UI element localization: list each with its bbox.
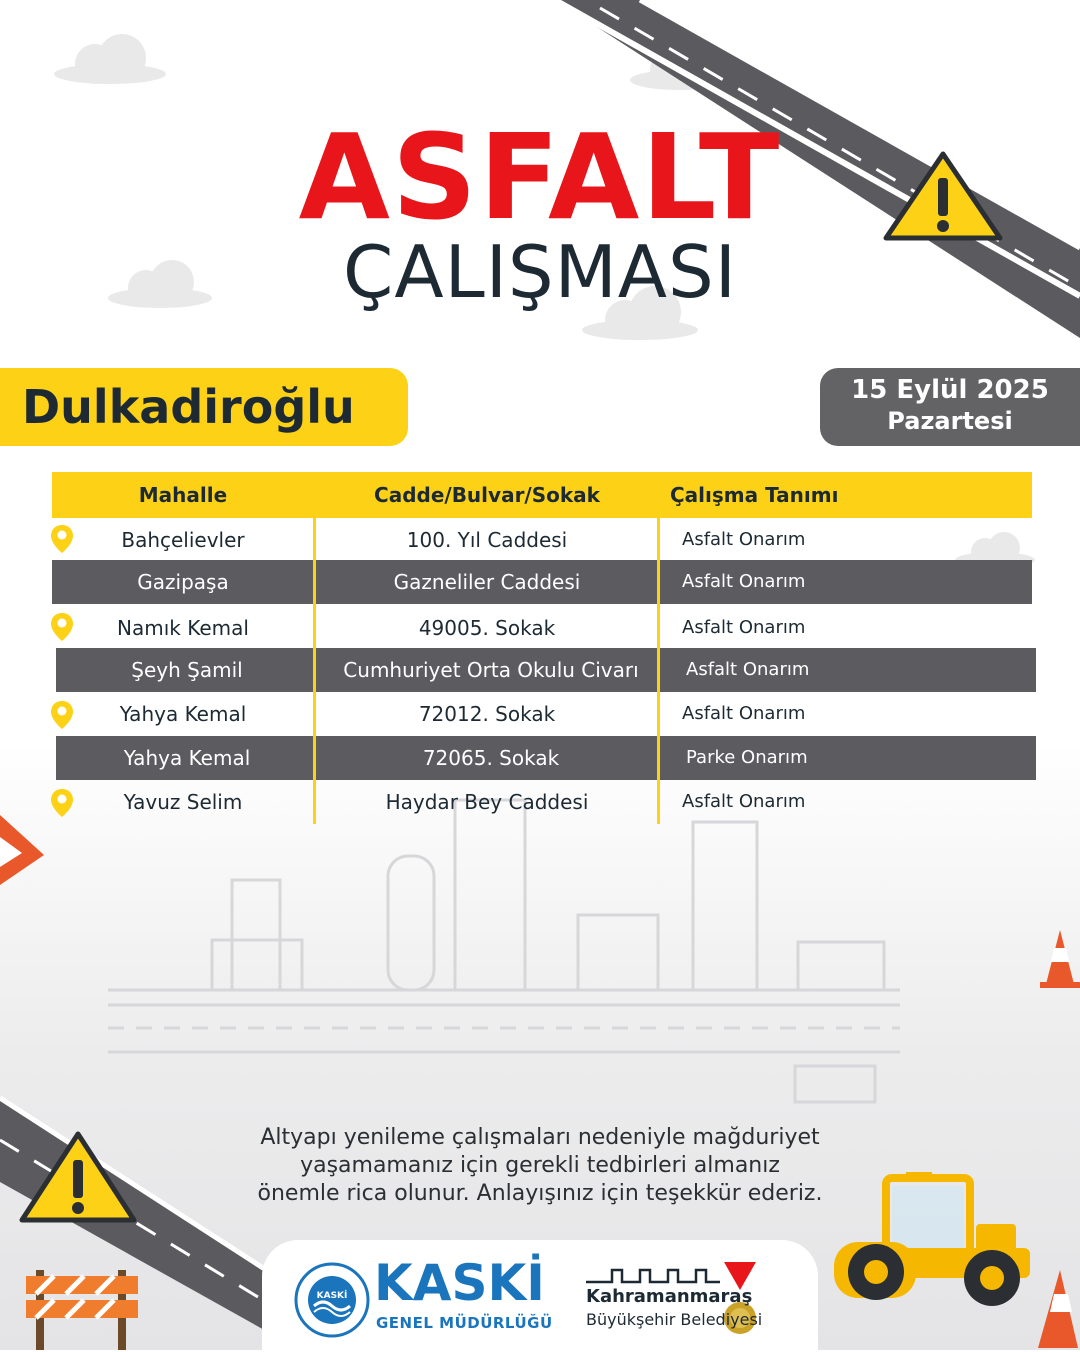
cell-cadde: 72065. Sokak — [422, 746, 560, 770]
district-badge — [0, 368, 408, 446]
column-divider — [313, 472, 316, 824]
location-pin-icon — [50, 788, 74, 818]
cell-tanim: Asfalt Onarım — [682, 529, 806, 550]
belediye-skyline-logo — [584, 1262, 724, 1286]
cell-cadde: 100. Yıl Caddesi — [406, 528, 568, 552]
location-pin-icon — [50, 700, 74, 730]
district-name: Dulkadiroğlu — [22, 380, 355, 434]
cell-cadde: Gazneliler Caddesi — [393, 570, 581, 594]
table-row — [52, 518, 1032, 562]
cell-tanim: Asfalt Onarım — [686, 659, 810, 680]
road-barrier-icon — [26, 1270, 138, 1350]
cell-mahalle: Yahya Kemal — [119, 702, 247, 726]
kaski-seal-logo — [294, 1262, 370, 1338]
table-row — [52, 692, 1032, 736]
cell-mahalle: Namık Kemal — [117, 616, 249, 640]
kaski-subtitle: GENEL MÜDÜRLÜĞÜ — [376, 1314, 553, 1332]
location-pin-icon — [50, 612, 74, 642]
table-header-cadde: Cadde/Bulvar/Sokak — [316, 472, 658, 518]
cell-cadde: Cumhuriyet Orta Okulu Civarı — [343, 658, 639, 682]
cell-tanim: Parke Onarım — [686, 747, 808, 768]
cell-cadde: 49005. Sokak — [418, 616, 556, 640]
table-row — [56, 648, 1036, 692]
notice-text: Altyapı yenileme çalışmaları nedeniyle mağduriyet yaşamamanız için gerekli tedbirleri almanız önemle rica olunur. Anlayışınız için teşekkür ederiz. — [257, 1125, 823, 1206]
weekday-text: Pazartesi — [887, 407, 1013, 435]
cell-cadde: 72012. Sokak — [418, 702, 556, 726]
table-header-mahalle: Mahalle — [52, 472, 314, 518]
location-pin-icon — [50, 524, 74, 554]
logo-panel — [262, 1240, 818, 1352]
table-header-tanim: Çalışma Tanımı — [660, 472, 1032, 518]
column-divider — [657, 472, 660, 824]
cell-tanim: Asfalt Onarım — [682, 703, 806, 724]
cell-mahalle: Yavuz Selim — [123, 790, 243, 814]
table-row — [52, 606, 1032, 650]
cell-mahalle: Şeyh Şamil — [131, 658, 243, 682]
cell-mahalle: Yahya Kemal — [123, 746, 251, 770]
cell-tanim: Asfalt Onarım — [682, 617, 806, 638]
cell-mahalle: Bahçelievler — [121, 528, 245, 552]
kaski-seal-text: KASKİ — [316, 1291, 348, 1301]
traffic-cone-icon — [1040, 928, 1080, 990]
table-row — [52, 780, 1032, 824]
table-row — [56, 736, 1036, 780]
kaski-name: KASKİ — [374, 1254, 545, 1312]
table-row — [52, 560, 1032, 604]
page-title: ASFALT — [298, 108, 782, 246]
cell-mahalle: Gazipaşa — [137, 570, 229, 594]
date-text: 15 Eylül 2025 — [851, 375, 1049, 405]
traffic-cone-icon — [0, 815, 48, 890]
date-badge — [820, 368, 1080, 446]
cell-cadde: Haydar Bey Caddesi — [385, 790, 589, 814]
belediye-name-line2: Büyükşehir Belediyesi — [586, 1310, 763, 1329]
cell-tanim: Asfalt Onarım — [682, 791, 806, 812]
page-subtitle: ÇALIŞMASI — [343, 230, 737, 314]
cell-tanim: Asfalt Onarım — [682, 571, 806, 592]
belediye-name-line1: Kahramanmaraş — [586, 1286, 753, 1307]
